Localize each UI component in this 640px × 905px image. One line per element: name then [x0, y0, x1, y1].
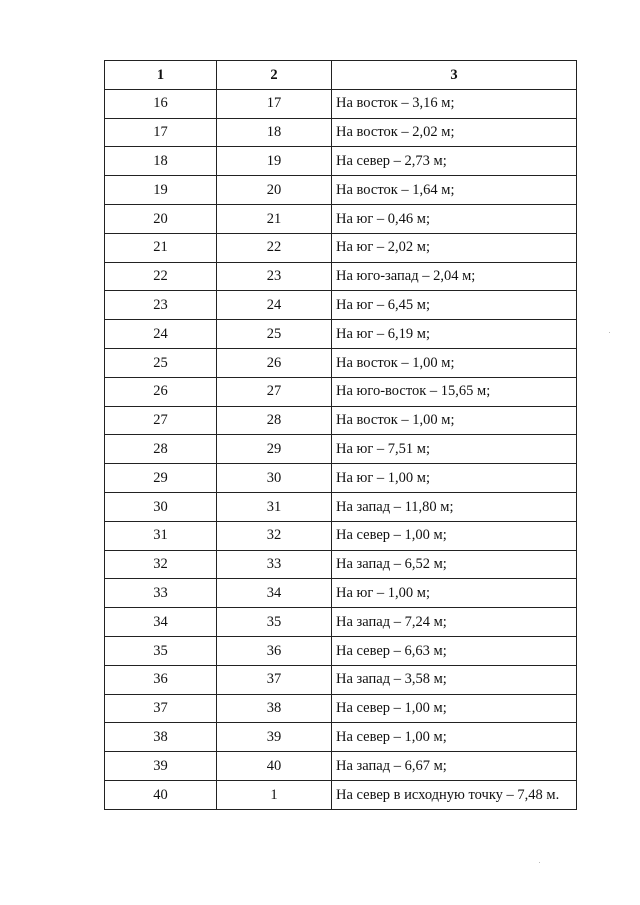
to-point-cell: 32	[217, 521, 332, 550]
direction-distance-cell: На север – 2,73 м;	[332, 147, 577, 176]
from-point-cell: 31	[105, 521, 217, 550]
direction-distance-cell: На восток – 1,00 м;	[332, 348, 577, 377]
to-point-cell: 23	[217, 262, 332, 291]
table-row	[105, 233, 577, 262]
table-row	[105, 89, 577, 118]
to-point-cell: 18	[217, 118, 332, 147]
direction-distance-cell: На запад – 11,80 м;	[332, 492, 577, 521]
from-point-cell: 22	[105, 262, 217, 291]
to-point-cell: 28	[217, 406, 332, 435]
to-point-cell: 29	[217, 435, 332, 464]
to-point-cell: 19	[217, 147, 332, 176]
to-point-cell: 33	[217, 550, 332, 579]
table-row	[105, 348, 577, 377]
table-row	[105, 262, 577, 291]
table-row	[105, 723, 577, 752]
from-point-cell: 30	[105, 492, 217, 521]
from-point-cell: 39	[105, 752, 217, 781]
table-row	[105, 636, 577, 665]
table-row	[105, 464, 577, 493]
direction-distance-cell: На север в исходную точку – 7,48 м.	[332, 780, 577, 809]
table-row	[105, 204, 577, 233]
table-row	[105, 377, 577, 406]
table-row	[105, 492, 577, 521]
table-row	[105, 665, 577, 694]
to-point-cell: 34	[217, 579, 332, 608]
from-point-cell: 34	[105, 608, 217, 637]
direction-distance-cell: На юг – 1,00 м;	[332, 579, 577, 608]
from-point-cell: 19	[105, 176, 217, 205]
direction-distance-cell: На север – 1,00 м;	[332, 521, 577, 550]
direction-distance-cell: На восток – 3,16 м;	[332, 89, 577, 118]
from-point-cell: 21	[105, 233, 217, 262]
table-row	[105, 752, 577, 781]
direction-distance-cell: На юг – 1,00 м;	[332, 464, 577, 493]
to-point-cell: 1	[217, 780, 332, 809]
from-point-cell: 36	[105, 665, 217, 694]
to-point-cell: 35	[217, 608, 332, 637]
table-row	[105, 176, 577, 205]
boundary-table	[104, 60, 577, 810]
table-row	[105, 608, 577, 637]
to-point-cell: 36	[217, 636, 332, 665]
table-row	[105, 118, 577, 147]
scan-speck	[609, 332, 610, 333]
to-point-cell: 25	[217, 320, 332, 349]
from-point-cell: 38	[105, 723, 217, 752]
from-point-cell: 40	[105, 780, 217, 809]
direction-distance-cell: На юг – 6,45 м;	[332, 291, 577, 320]
to-point-cell: 30	[217, 464, 332, 493]
table-row	[105, 291, 577, 320]
direction-distance-cell: На юго-восток – 15,65 м;	[332, 377, 577, 406]
direction-distance-cell: На юг – 7,51 м;	[332, 435, 577, 464]
to-point-cell: 17	[217, 89, 332, 118]
direction-distance-cell: На запад – 3,58 м;	[332, 665, 577, 694]
from-point-cell: 23	[105, 291, 217, 320]
from-point-cell: 28	[105, 435, 217, 464]
to-point-cell: 21	[217, 204, 332, 233]
table-row	[105, 579, 577, 608]
direction-distance-cell: На восток – 1,00 м;	[332, 406, 577, 435]
from-point-cell: 20	[105, 204, 217, 233]
to-point-cell: 31	[217, 492, 332, 521]
from-point-cell: 29	[105, 464, 217, 493]
table-row	[105, 780, 577, 809]
direction-distance-cell: На юг – 6,19 м;	[332, 320, 577, 349]
from-point-cell: 27	[105, 406, 217, 435]
table-body	[105, 89, 577, 809]
from-point-cell: 16	[105, 89, 217, 118]
table-row	[105, 406, 577, 435]
header-col-1: 1	[105, 61, 217, 90]
table-header	[105, 61, 577, 90]
to-point-cell: 20	[217, 176, 332, 205]
direction-distance-cell: На юго-запад – 2,04 м;	[332, 262, 577, 291]
table-row	[105, 320, 577, 349]
header-col-2: 2	[217, 61, 332, 90]
from-point-cell: 32	[105, 550, 217, 579]
direction-distance-cell: На восток – 2,02 м;	[332, 118, 577, 147]
table-row	[105, 147, 577, 176]
direction-distance-cell: На запад – 6,67 м;	[332, 752, 577, 781]
to-point-cell: 22	[217, 233, 332, 262]
direction-distance-cell: На восток – 1,64 м;	[332, 176, 577, 205]
direction-distance-cell: На юг – 0,46 м;	[332, 204, 577, 233]
to-point-cell: 39	[217, 723, 332, 752]
direction-distance-cell: На запад – 7,24 м;	[332, 608, 577, 637]
direction-distance-cell: На запад – 6,52 м;	[332, 550, 577, 579]
direction-distance-cell: На север – 6,63 м;	[332, 636, 577, 665]
from-point-cell: 25	[105, 348, 217, 377]
from-point-cell: 18	[105, 147, 217, 176]
to-point-cell: 24	[217, 291, 332, 320]
scan-speck	[539, 862, 540, 863]
direction-distance-cell: На юг – 2,02 м;	[332, 233, 577, 262]
to-point-cell: 26	[217, 348, 332, 377]
direction-distance-cell: На север – 1,00 м;	[332, 694, 577, 723]
table-row	[105, 435, 577, 464]
to-point-cell: 38	[217, 694, 332, 723]
table-row	[105, 521, 577, 550]
header-row	[105, 61, 577, 90]
from-point-cell: 17	[105, 118, 217, 147]
table-row	[105, 694, 577, 723]
from-point-cell: 26	[105, 377, 217, 406]
direction-distance-cell: На север – 1,00 м;	[332, 723, 577, 752]
to-point-cell: 37	[217, 665, 332, 694]
from-point-cell: 35	[105, 636, 217, 665]
table-row	[105, 550, 577, 579]
from-point-cell: 24	[105, 320, 217, 349]
header-col-3: 3	[332, 61, 577, 90]
to-point-cell: 27	[217, 377, 332, 406]
from-point-cell: 37	[105, 694, 217, 723]
from-point-cell: 33	[105, 579, 217, 608]
to-point-cell: 40	[217, 752, 332, 781]
